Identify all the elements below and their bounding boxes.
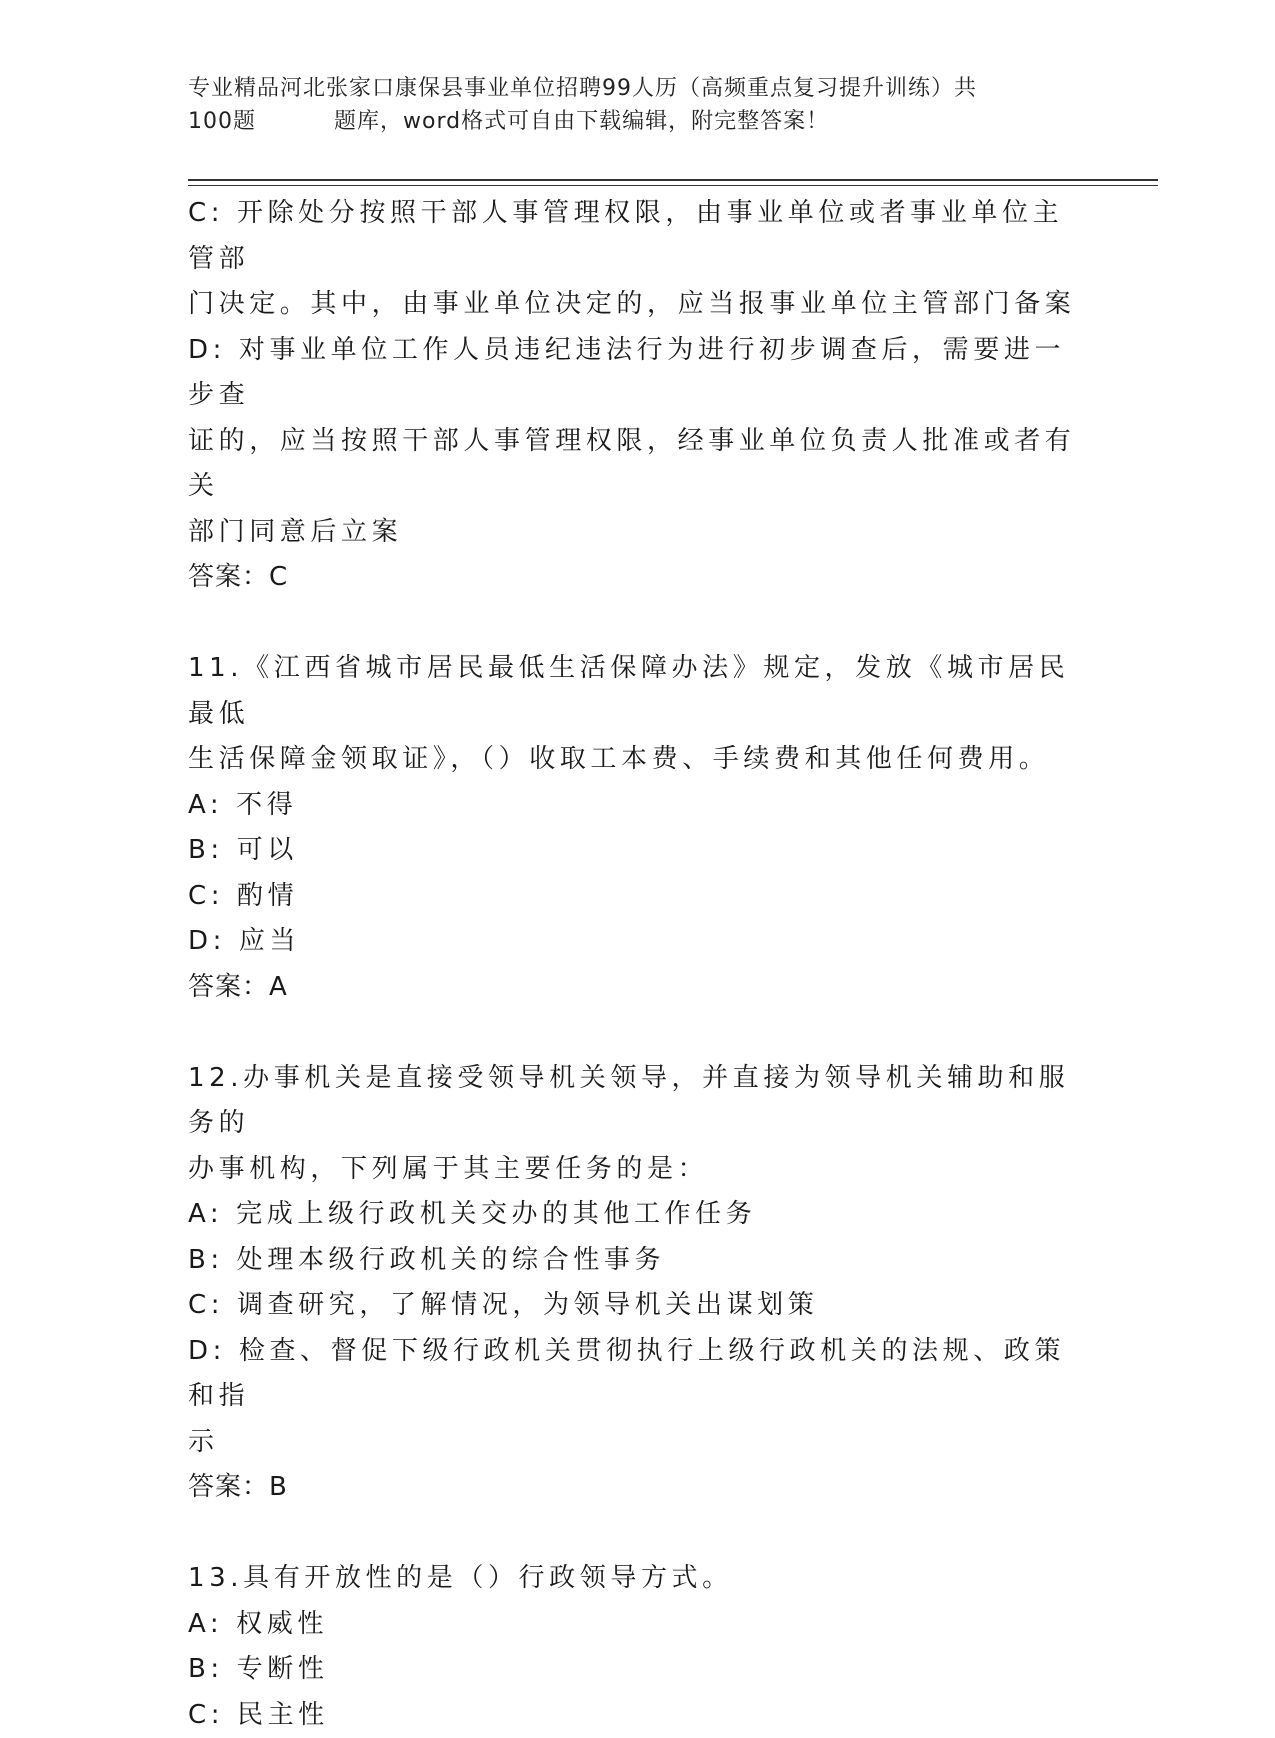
question-stem-line1: 11.《江西省城市居民最低生活保障办法》规定，发放《城市居民最低 (188, 646, 1088, 737)
option-c: C: 民主性 (188, 1693, 1088, 1738)
option-d-line1: D: 检查、督促下级行政机关贯彻执行上级行政机关的法规、政策和指 (188, 1329, 1088, 1420)
prev-question (188, 191, 1088, 601)
option-b: B: 可以 (188, 828, 1088, 874)
option-c-line1: C: 开除处分按照干部人事管理权限，由事业单位或者事业单位主管部 (188, 191, 1088, 282)
header-divider-thick (188, 179, 1158, 181)
option-d-line3: 部门同意后立案 (188, 510, 1088, 556)
option-d: D: 应当 (188, 919, 1088, 965)
answer: 答案：B (188, 1465, 1088, 1511)
answer: 答案：A (188, 965, 1088, 1011)
option-a: A: 不得 (188, 783, 1088, 829)
option-a: A: 权威性 (188, 1602, 1088, 1648)
header-divider-thin (188, 185, 1158, 186)
question-stem-line2: 办事机构，下列属于其主要任务的是： (188, 1147, 1088, 1193)
option-c-line2: 门决定。其中，由事业单位决定的，应当报事业单位主管部门备案 (188, 282, 1088, 328)
question-stem-line1: 13.具有开放性的是（）行政领导方式。 (188, 1556, 1088, 1602)
header-subtitle: 题库，word格式可自由下载编辑，附完整答案！ (334, 109, 829, 134)
option-b: B: 处理本级行政机关的综合性事务 (188, 1238, 1088, 1284)
option-c: C: 酌情 (188, 874, 1088, 920)
question-stem-line1: 12.办事机关是直接受领导机关领导，并直接为领导机关辅助和服务的 (188, 1056, 1088, 1147)
header-title-line1: 专业精品河北张家口康保县事业单位招聘99人历（高频重点复习提升训练）共 (188, 72, 1088, 105)
option-d-line2: 示 (188, 1420, 1088, 1466)
answer: 答案：C (188, 555, 1088, 601)
option-c: C: 调查研究，了解情况，为领导机关出谋划策 (188, 1283, 1088, 1329)
question-13 (188, 1556, 1088, 1738)
question-stem-line2: 生活保障金领取证》，（）收取工本费、手续费和其他任何费用。 (188, 737, 1088, 783)
question-12 (188, 1056, 1088, 1511)
header-title-line2 (188, 105, 1088, 138)
option-d-line1: D: 对事业单位工作人员违纪违法行为进行初步调查后，需要进一步查 (188, 328, 1088, 419)
question-content (188, 191, 1088, 1738)
option-b: B: 专断性 (188, 1647, 1088, 1693)
document-header (188, 72, 1088, 138)
header-question-count: 100题 (188, 109, 256, 134)
option-d-line2: 证的，应当按照干部人事管理权限，经事业单位负责人批准或者有关 (188, 419, 1088, 510)
question-11 (188, 646, 1088, 1010)
option-a: A: 完成上级行政机关交办的其他工作任务 (188, 1192, 1088, 1238)
